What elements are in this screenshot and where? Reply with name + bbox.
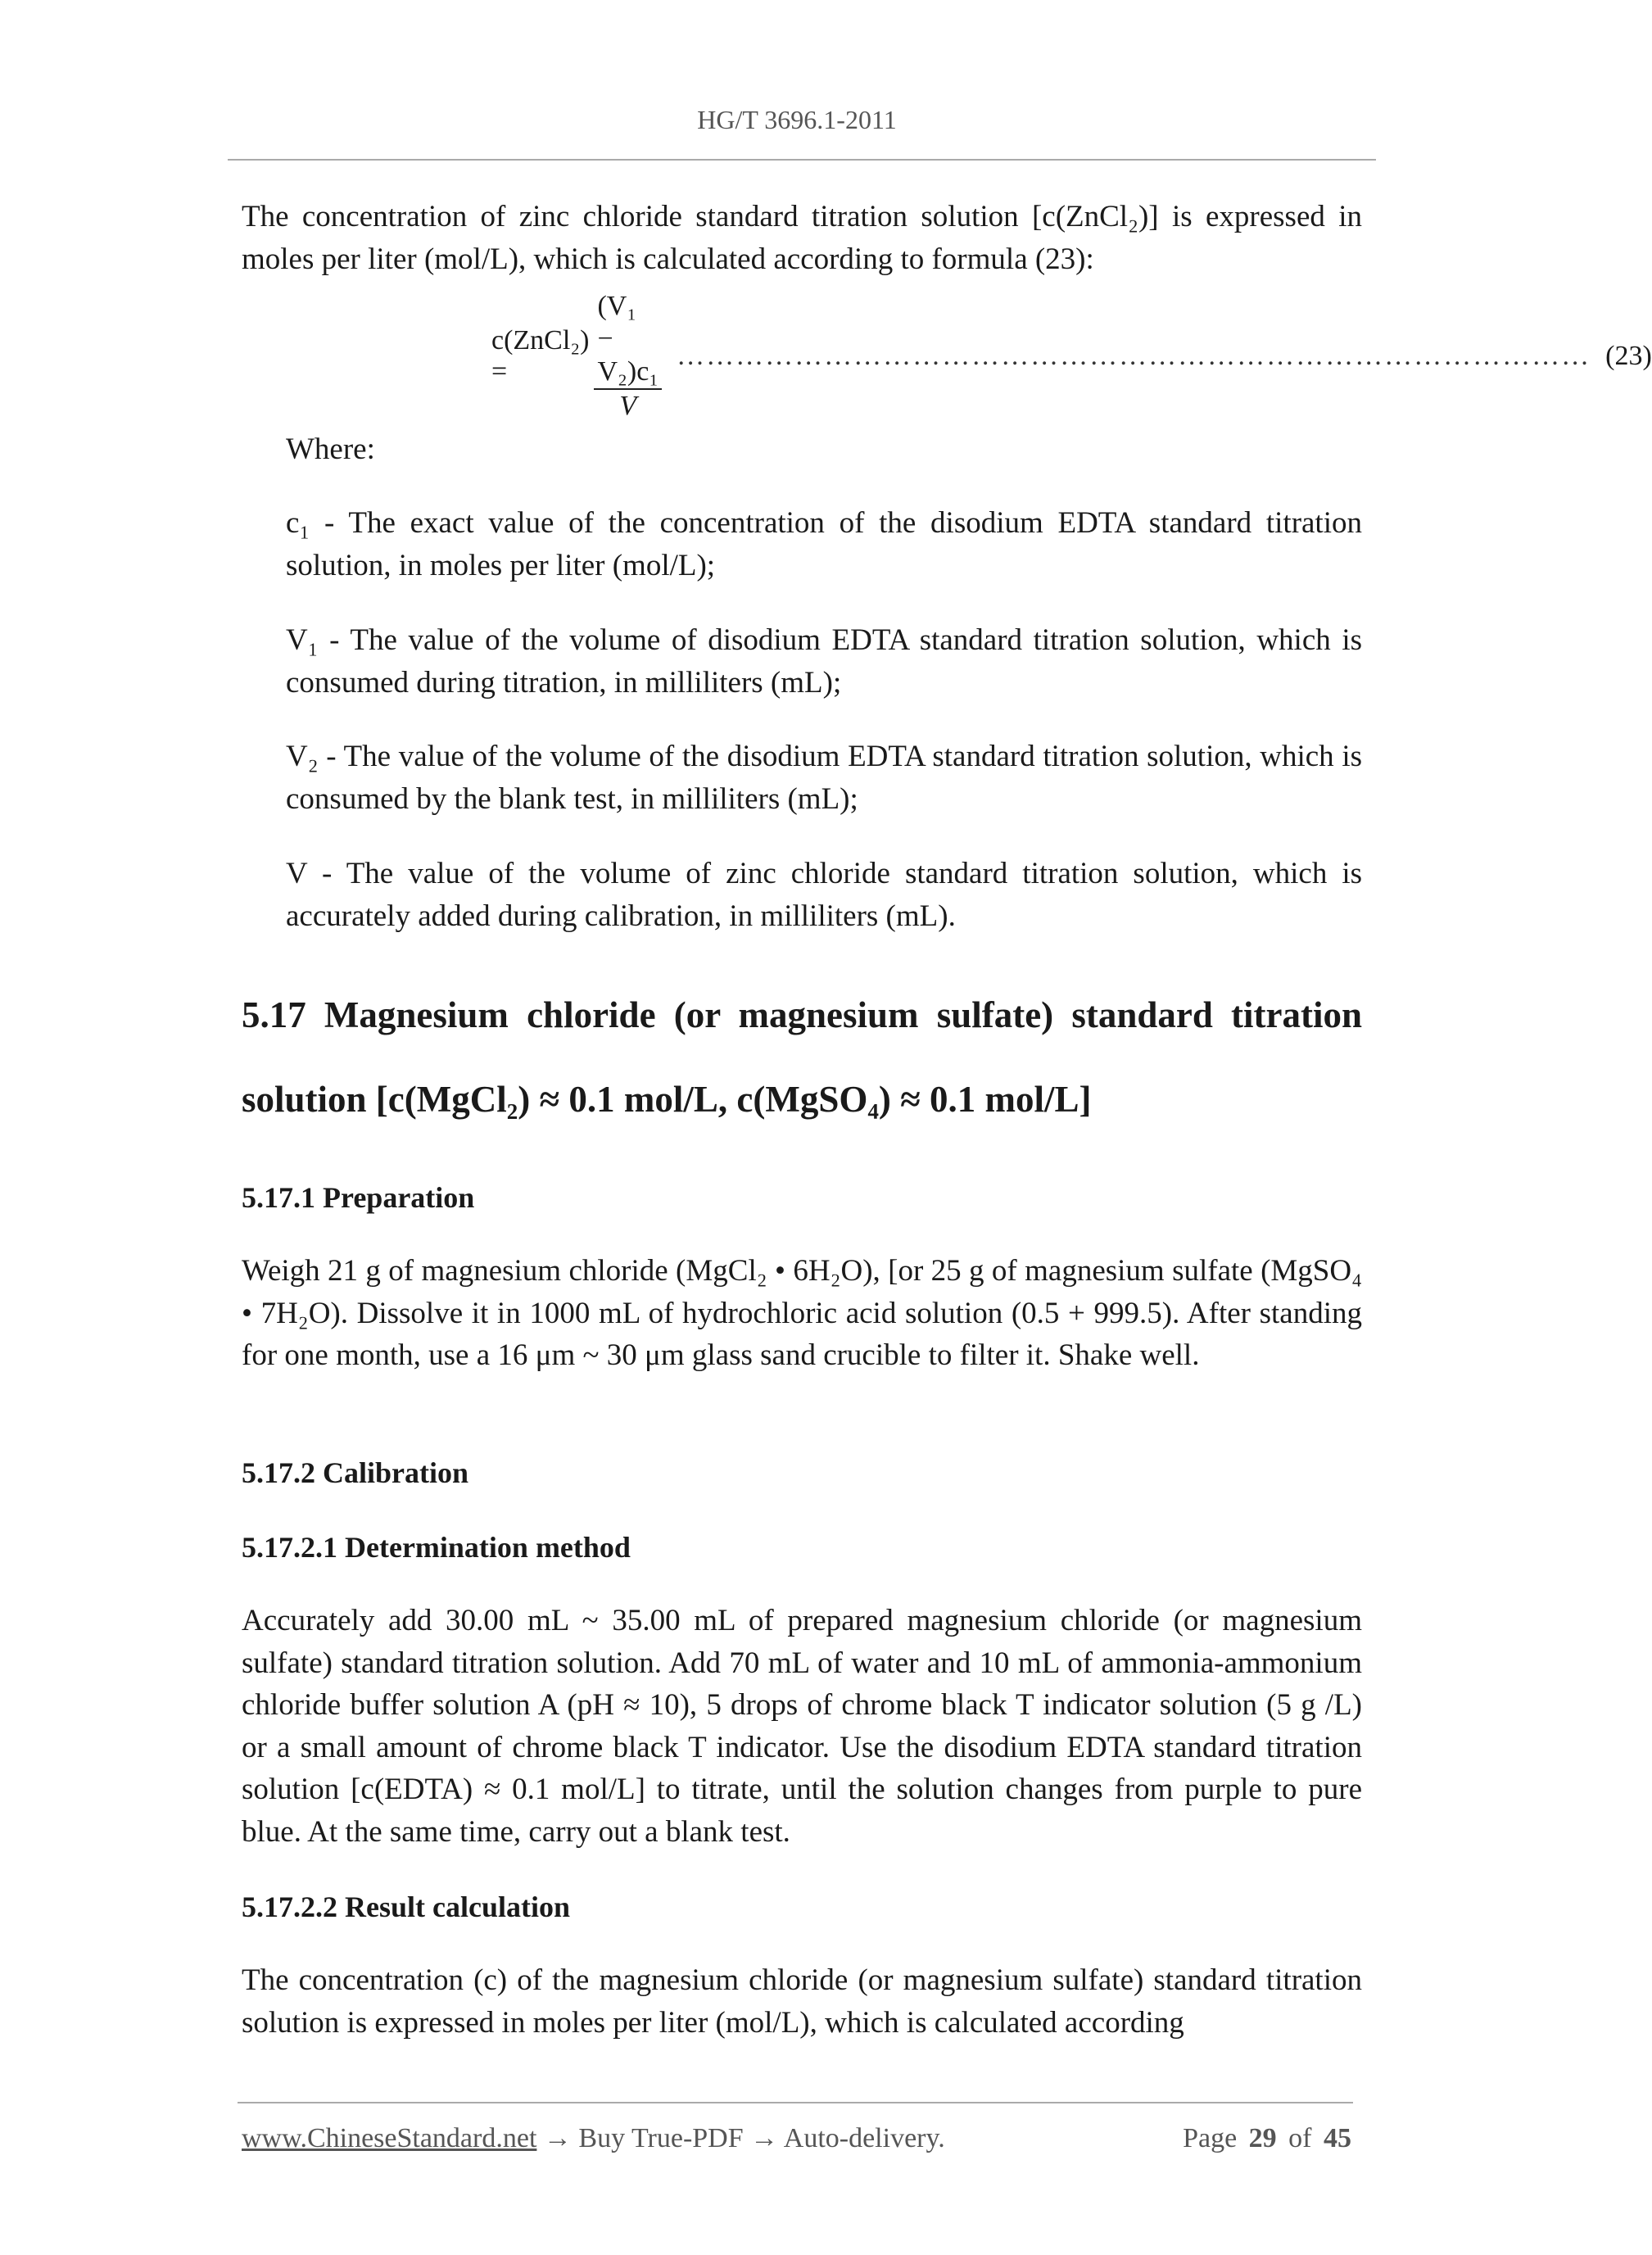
footer-promo — [242, 2123, 945, 2154]
formula-leader-dots: ………………………………………………………………………………… — [677, 341, 1591, 371]
formula-number: (23) — [1605, 341, 1652, 371]
section-heading: 5.17 Magnesium chloride (or magnesium sulfate) standard titration solution [c(MgCl₂) ≈ 0.1 mol/L, c(MgSO₄) ≈ 0.1 mol/L] — [242, 994, 1362, 1120]
formula-numerator: (V₁ − V₂)c₁ — [594, 290, 662, 390]
definition-v2: V₂ - The value of the volume of the disodium EDTA standard titration solution, which is consumed by the blank test, in milliliters (mL); — [286, 740, 1362, 816]
formula-denominator: V — [619, 391, 637, 421]
determination-method-paragraph: Accurately add 30.00 mL ~ 35.00 mL of prepared magnesium chloride (or magnesium sulfate) standard titration solution. Add 70 mL of water and 10 mL of ammonia-ammonium chloride buffer solution A (pH ≈ 10), 5 drops of chrome black T indicator solution (5 g /L) or a small amount of chrome black T indicator. Use the disodium EDTA standard titration solution [c(EDTA) ≈ 0.1 mol/L] to titrate, until the solution changes from purple to pure blue. At the same time, carry out a blank test. — [242, 1604, 1362, 1849]
formula-fraction — [594, 290, 662, 423]
result-calculation-paragraph: The concentration (c) of the magnesium chloride (or magnesium sulfate) standard titration solution is expressed in moles per liter (mol/L), which is calculated according — [242, 1963, 1362, 2040]
definition-c1: c₁ - The exact value of the concentration of the disodium EDTA standard titration solution, in moles per liter (mol/L); — [286, 506, 1362, 582]
intro-paragraph: The concentration of zinc chloride standard titration solution [c(ZnCl₂)] is expressed in moles per liter (mol/L), which is calculated according to formula (23): — [242, 200, 1362, 276]
calibration-heading: 5.17.2 Calibration — [242, 1456, 469, 1489]
footer-rule — [238, 2102, 1353, 2103]
page-number: 29 — [1248, 2123, 1277, 2153]
formula-23 — [491, 291, 1652, 421]
page-total: 45 — [1324, 2123, 1351, 2153]
result-calculation-heading: 5.17.2.2 Result calculation — [242, 1890, 570, 1923]
of-label: of — [1288, 2123, 1312, 2153]
where-label: Where: — [286, 432, 375, 466]
page-indicator — [1183, 2123, 1351, 2154]
definition-v1: V₁ - The value of the volume of disodium EDTA standard titration solution, which is consumed during titration, in milliliters (mL); — [286, 623, 1362, 700]
footer-promo-text: → Buy True-PDF → Auto-delivery. — [536, 2123, 945, 2153]
page-label: Page — [1183, 2123, 1238, 2153]
header-rule — [228, 159, 1376, 161]
determination-method-heading: 5.17.2.1 Determination method — [242, 1531, 631, 1564]
preparation-heading: 5.17.1 Preparation — [242, 1181, 475, 1214]
preparation-paragraph: Weigh 21 g of magnesium chloride (MgCl₂ • 6H₂O), [or 25 g of magnesium sulfate (MgSO₄ • 7H₂O). Dissolve it in 1000 mL of hydrochloric acid solution (0.5 + 999.5). After standing for one month, use a 16 μm ~ 30 μm glass sand crucible to filter it. Shake well. — [242, 1254, 1362, 1372]
formula-lhs: c(ZnCl₂) = — [491, 325, 590, 387]
website-link[interactable]: www.ChineseStandard.net — [242, 2123, 537, 2153]
doc-header: HG/T 3696.1-2011 — [697, 105, 897, 134]
definition-v: V - The value of the volume of zinc chloride standard titration solution, which is accurately added during calibration, in milliliters (mL). — [286, 857, 1362, 933]
